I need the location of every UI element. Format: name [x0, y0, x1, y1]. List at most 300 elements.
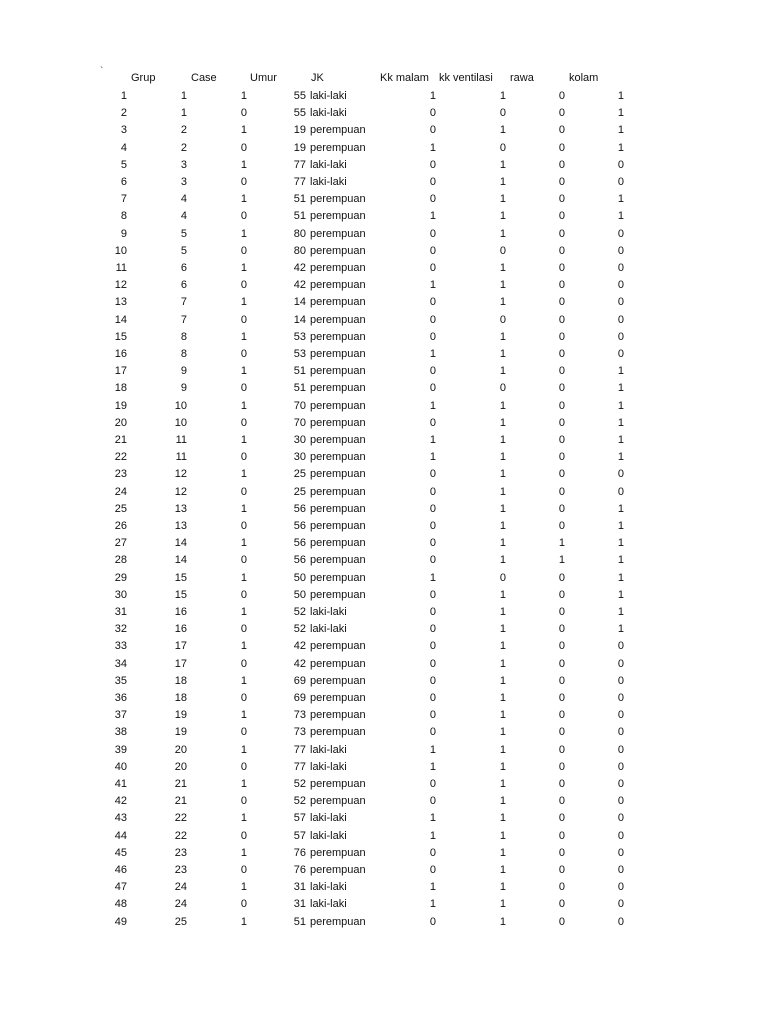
cell-no: 29: [114, 571, 127, 584]
cell-rawa: 0: [558, 382, 565, 395]
cell-kk-malam: 0: [429, 554, 436, 567]
cell-rawa: 0: [558, 296, 565, 309]
cell-rawa: 0: [558, 348, 565, 360]
cell-rawa: 0: [558, 124, 565, 137]
cell-jk: laki-laki: [310, 606, 347, 618]
table-header: [0, 70, 768, 87]
table-row: [0, 449, 768, 466]
cell-jk: laki-laki: [310, 107, 347, 120]
cell-jk: perempuan: [310, 554, 366, 567]
cell-umur: 19: [293, 124, 306, 137]
cell-case: 1: [240, 881, 247, 894]
cell-kk-malam: 1: [429, 743, 436, 756]
cell-jk: perempuan: [310, 434, 366, 446]
cell-kolam: 1: [617, 141, 624, 154]
cell-case: 0: [240, 107, 247, 120]
cell-kk-malam: 0: [429, 330, 436, 343]
cell-grup: 5: [180, 227, 187, 240]
cell-umur: 42: [293, 640, 306, 653]
cell-umur: 25: [293, 485, 306, 498]
cell-umur: 42: [293, 279, 306, 292]
cell-umur: 69: [293, 674, 306, 687]
cell-no: 23: [114, 468, 127, 481]
cell-no: 5: [120, 158, 127, 171]
table-row: [0, 776, 768, 793]
cell-no: 2: [120, 107, 127, 120]
cell-no: 44: [114, 829, 127, 842]
cell-kk-malam: 0: [429, 778, 436, 790]
table-row: [0, 157, 768, 174]
table-row: [0, 656, 768, 673]
cell-rawa: 0: [558, 399, 565, 412]
cell-case: 1: [240, 193, 247, 206]
cell-jk: perempuan: [310, 348, 366, 360]
table-row: [0, 88, 768, 105]
cell-no: 36: [114, 692, 127, 704]
cell-jk: perempuan: [310, 485, 366, 498]
cell-kk-malam: 0: [429, 193, 436, 206]
cell-rawa: 0: [558, 846, 565, 859]
cell-umur: 53: [293, 330, 306, 343]
cell-jk: perempuan: [310, 399, 366, 412]
cell-kolam: 0: [617, 330, 624, 343]
cell-grup: 15: [174, 571, 187, 584]
cell-kk-malam: 0: [429, 296, 436, 309]
cell-kk-malam: 0: [429, 657, 436, 670]
cell-kk-malam: 0: [429, 416, 436, 429]
cell-kk-ventilasi: 1: [499, 176, 506, 188]
cell-kk-ventilasi: 0: [499, 313, 506, 326]
cell-case: 1: [240, 640, 247, 653]
cell-kk-malam: 0: [429, 692, 436, 704]
cell-case: 0: [240, 141, 247, 154]
table-row: [0, 484, 768, 501]
cell-kk-ventilasi: 1: [499, 193, 506, 206]
cell-grup: 9: [180, 382, 187, 395]
cell-no: 32: [114, 623, 127, 636]
cell-rawa: 0: [558, 760, 565, 773]
cell-jk: perempuan: [310, 124, 366, 137]
cell-kolam: 1: [617, 520, 624, 532]
cell-jk: perempuan: [310, 778, 366, 790]
cell-rawa: 0: [558, 709, 565, 722]
cell-no: 8: [120, 210, 127, 223]
cell-umur: 55: [293, 107, 306, 120]
cell-rawa: 0: [558, 227, 565, 240]
cell-grup: 10: [174, 399, 187, 412]
cell-kk-ventilasi: 1: [499, 898, 506, 911]
header-kolam: kolam: [569, 72, 599, 84]
cell-case: 1: [240, 537, 247, 550]
cell-kk-malam: 0: [429, 606, 436, 618]
cell-umur: 52: [293, 606, 306, 618]
cell-no: 3: [120, 124, 127, 137]
cell-rawa: 0: [558, 365, 565, 378]
cell-no: 4: [120, 141, 127, 154]
table-row: [0, 363, 768, 380]
cell-kk-ventilasi: 1: [499, 416, 506, 429]
cell-no: 42: [114, 795, 127, 808]
cell-umur: 31: [293, 881, 306, 894]
cell-umur: 42: [293, 657, 306, 670]
cell-grup: 14: [174, 537, 187, 550]
cell-kk-malam: 0: [429, 176, 436, 188]
cell-grup: 16: [174, 606, 187, 618]
cell-grup: 9: [180, 365, 187, 378]
table-row: [0, 380, 768, 397]
cell-grup: 7: [180, 313, 187, 326]
cell-grup: 17: [174, 640, 187, 653]
cell-kolam: 1: [617, 554, 624, 567]
cell-jk: perempuan: [310, 279, 366, 292]
cell-kk-ventilasi: 1: [499, 915, 506, 928]
cell-kolam: 1: [617, 416, 624, 429]
cell-kk-malam: 0: [429, 795, 436, 808]
cell-no: 22: [114, 451, 127, 464]
cell-grup: 18: [174, 674, 187, 687]
cell-case: 0: [240, 692, 247, 704]
cell-kk-malam: 1: [429, 399, 436, 412]
cell-umur: 70: [293, 399, 306, 412]
cell-umur: 57: [293, 829, 306, 842]
cell-jk: perempuan: [310, 657, 366, 670]
table-row: [0, 432, 768, 449]
cell-no: 17: [114, 365, 127, 378]
cell-kk-ventilasi: 1: [499, 606, 506, 618]
cell-jk: perempuan: [310, 210, 366, 223]
cell-umur: 51: [293, 365, 306, 378]
cell-jk: perempuan: [310, 588, 366, 601]
cell-rawa: 0: [558, 778, 565, 790]
cell-rawa: 0: [558, 107, 565, 120]
cell-kk-ventilasi: 1: [499, 760, 506, 773]
cell-kk-malam: 0: [429, 262, 436, 274]
cell-jk: laki-laki: [310, 881, 347, 894]
header-rawa: rawa: [510, 72, 534, 84]
cell-kk-malam: 0: [429, 537, 436, 550]
cell-kk-malam: 0: [429, 915, 436, 928]
table-row: [0, 896, 768, 913]
cell-kk-malam: 0: [429, 623, 436, 636]
cell-rawa: 0: [558, 520, 565, 532]
cell-no: 43: [114, 812, 127, 825]
cell-grup: 3: [180, 176, 187, 188]
cell-kk-ventilasi: 1: [499, 90, 506, 102]
cell-jk: laki-laki: [310, 812, 347, 825]
cell-kk-ventilasi: 1: [499, 674, 506, 687]
table-row: [0, 759, 768, 776]
cell-kolam: 1: [617, 623, 624, 636]
cell-jk: perempuan: [310, 468, 366, 481]
cell-grup: 23: [174, 864, 187, 876]
cell-kk-malam: 0: [429, 158, 436, 171]
cell-kk-malam: 0: [429, 313, 436, 326]
cell-rawa: 0: [558, 588, 565, 601]
cell-no: 41: [114, 778, 127, 790]
cell-kk-ventilasi: 0: [499, 107, 506, 120]
table-row: [0, 398, 768, 415]
stray-mark: `: [100, 66, 104, 77]
table-row: [0, 140, 768, 157]
cell-rawa: 0: [558, 313, 565, 326]
cell-no: 35: [114, 674, 127, 687]
cell-rawa: 0: [558, 829, 565, 842]
cell-kolam: 0: [617, 158, 624, 171]
cell-kk-ventilasi: 1: [499, 124, 506, 137]
cell-kk-malam: 1: [429, 760, 436, 773]
cell-case: 0: [240, 485, 247, 498]
cell-kk-malam: 0: [429, 640, 436, 653]
cell-rawa: 0: [558, 468, 565, 481]
cell-kk-ventilasi: 1: [499, 330, 506, 343]
cell-umur: 42: [293, 262, 306, 274]
cell-case: 0: [240, 210, 247, 223]
cell-no: 6: [120, 176, 127, 188]
cell-grup: 13: [174, 520, 187, 532]
cell-grup: 6: [180, 262, 187, 274]
cell-grup: 22: [174, 829, 187, 842]
cell-no: 31: [114, 606, 127, 618]
cell-rawa: 0: [558, 692, 565, 704]
cell-grup: 11: [175, 451, 187, 464]
cell-grup: 20: [174, 760, 187, 773]
cell-umur: 56: [293, 502, 306, 515]
cell-jk: perempuan: [310, 416, 366, 429]
cell-rawa: 0: [558, 674, 565, 687]
cell-kk-ventilasi: 1: [499, 279, 506, 292]
header-kk-malam: Kk malam: [380, 72, 429, 84]
cell-jk: perempuan: [310, 846, 366, 859]
cell-rawa: 0: [558, 451, 565, 464]
cell-umur: 30: [293, 434, 306, 446]
table-row: [0, 638, 768, 655]
cell-kk-malam: 1: [429, 812, 436, 825]
cell-no: 19: [114, 399, 127, 412]
cell-case: 0: [240, 554, 247, 567]
cell-kolam: 0: [617, 244, 624, 257]
cell-rawa: 0: [558, 571, 565, 584]
cell-umur: 73: [293, 709, 306, 722]
table-row: [0, 621, 768, 638]
cell-rawa: 0: [558, 262, 565, 274]
cell-kolam: 1: [617, 210, 624, 223]
cell-case: 1: [240, 330, 247, 343]
cell-case: 0: [240, 451, 247, 464]
cell-jk: perempuan: [310, 864, 366, 876]
cell-umur: 57: [293, 812, 306, 825]
cell-jk: perempuan: [310, 674, 366, 687]
cell-grup: 11: [175, 434, 187, 446]
table-row: [0, 862, 768, 879]
cell-no: 18: [114, 382, 127, 395]
cell-rawa: 1: [558, 537, 565, 550]
table-row: [0, 174, 768, 191]
cell-case: 0: [240, 829, 247, 842]
cell-grup: 15: [174, 588, 187, 601]
cell-kolam: 0: [617, 692, 624, 704]
cell-case: 0: [240, 864, 247, 876]
cell-kk-malam: 1: [429, 881, 436, 894]
table-row: [0, 570, 768, 587]
cell-grup: 7: [180, 296, 187, 309]
cell-grup: 4: [180, 193, 187, 206]
cell-umur: 52: [293, 778, 306, 790]
cell-kk-ventilasi: 1: [499, 296, 506, 309]
table-row: [0, 518, 768, 535]
cell-no: 28: [114, 554, 127, 567]
cell-kk-ventilasi: 1: [499, 227, 506, 240]
cell-grup: 4: [180, 210, 187, 223]
cell-kolam: 0: [617, 176, 624, 188]
cell-kolam: 0: [617, 674, 624, 687]
cell-jk: laki-laki: [310, 90, 347, 102]
table-row: [0, 604, 768, 621]
cell-jk: perempuan: [310, 262, 366, 274]
cell-kk-ventilasi: 1: [499, 743, 506, 756]
cell-kk-ventilasi: 1: [499, 485, 506, 498]
cell-umur: 50: [293, 571, 306, 584]
cell-kolam: 1: [617, 588, 624, 601]
cell-case: 0: [240, 279, 247, 292]
cell-grup: 19: [174, 709, 187, 722]
cell-case: 1: [240, 778, 247, 790]
cell-kk-ventilasi: 1: [499, 692, 506, 704]
cell-no: 7: [120, 193, 127, 206]
cell-kk-malam: 0: [429, 107, 436, 120]
cell-case: 1: [240, 158, 247, 171]
cell-kk-malam: 0: [429, 709, 436, 722]
cell-jk: perempuan: [310, 227, 366, 240]
cell-case: 1: [240, 365, 247, 378]
cell-kk-ventilasi: 1: [499, 864, 506, 876]
cell-case: 1: [240, 227, 247, 240]
cell-case: 0: [240, 382, 247, 395]
cell-jk: perempuan: [310, 502, 366, 515]
cell-kk-ventilasi: 1: [499, 657, 506, 670]
cell-no: 40: [114, 760, 127, 773]
cell-kk-malam: 1: [429, 829, 436, 842]
header-jk: JK: [311, 72, 324, 84]
cell-jk: perempuan: [310, 520, 366, 532]
cell-jk: perempuan: [310, 193, 366, 206]
cell-umur: 51: [293, 193, 306, 206]
table-row: [0, 501, 768, 518]
cell-kolam: 1: [617, 537, 624, 550]
cell-case: 1: [240, 915, 247, 928]
cell-grup: 25: [174, 915, 187, 928]
cell-jk: laki-laki: [310, 623, 347, 636]
cell-rawa: 0: [558, 158, 565, 171]
cell-kk-malam: 0: [429, 365, 436, 378]
cell-kk-malam: 0: [429, 726, 436, 739]
cell-jk: perempuan: [310, 313, 366, 326]
cell-jk: perempuan: [310, 451, 366, 464]
cell-umur: 70: [293, 416, 306, 429]
cell-grup: 13: [174, 502, 187, 515]
header-umur: Umur: [250, 72, 277, 84]
cell-no: 24: [114, 485, 127, 498]
cell-grup: 1: [180, 90, 187, 102]
cell-kk-malam: 1: [429, 90, 436, 102]
cell-kk-malam: 1: [429, 210, 436, 223]
cell-case: 0: [240, 623, 247, 636]
header-grup: Grup: [131, 72, 156, 84]
cell-no: 14: [114, 313, 127, 326]
cell-kk-malam: 0: [429, 227, 436, 240]
cell-jk: perempuan: [310, 330, 366, 343]
table-row: [0, 226, 768, 243]
cell-kolam: 0: [617, 881, 624, 894]
cell-kolam: 0: [617, 640, 624, 653]
cell-kk-ventilasi: 1: [499, 588, 506, 601]
cell-kolam: 0: [617, 296, 624, 309]
cell-kolam: 1: [617, 382, 624, 395]
cell-jk: perempuan: [310, 709, 366, 722]
cell-kolam: 0: [617, 468, 624, 481]
table-row: [0, 552, 768, 569]
cell-jk: laki-laki: [310, 158, 347, 171]
cell-no: 47: [114, 881, 127, 894]
cell-kk-malam: 0: [429, 485, 436, 498]
cell-kk-ventilasi: 1: [499, 537, 506, 550]
cell-jk: perempuan: [310, 537, 366, 550]
cell-no: 48: [114, 898, 127, 911]
cell-kk-ventilasi: 1: [499, 158, 506, 171]
cell-case: 1: [240, 571, 247, 584]
cell-grup: 21: [174, 795, 187, 808]
cell-no: 21: [114, 434, 127, 446]
cell-case: 0: [240, 176, 247, 188]
cell-kolam: 1: [617, 124, 624, 137]
cell-kk-malam: 1: [429, 451, 436, 464]
cell-grup: 12: [174, 485, 187, 498]
table-row: [0, 793, 768, 810]
cell-kolam: 0: [617, 898, 624, 911]
cell-kolam: 0: [617, 485, 624, 498]
cell-kolam: 1: [617, 90, 624, 102]
cell-grup: 1: [180, 107, 187, 120]
table-row: [0, 690, 768, 707]
cell-kolam: 1: [617, 365, 624, 378]
cell-kk-malam: 0: [429, 382, 436, 395]
cell-kk-ventilasi: 1: [499, 726, 506, 739]
cell-kolam: 0: [617, 778, 624, 790]
cell-no: 11: [115, 262, 127, 274]
cell-kolam: 1: [617, 502, 624, 515]
cell-case: 0: [240, 760, 247, 773]
cell-kk-ventilasi: 0: [499, 382, 506, 395]
cell-kolam: 0: [617, 313, 624, 326]
cell-kk-ventilasi: 1: [499, 640, 506, 653]
cell-rawa: 0: [558, 743, 565, 756]
cell-rawa: 0: [558, 657, 565, 670]
cell-umur: 80: [293, 227, 306, 240]
table-row: [0, 105, 768, 122]
cell-no: 27: [114, 537, 127, 550]
cell-rawa: 0: [558, 606, 565, 618]
cell-kk-ventilasi: 0: [499, 141, 506, 154]
cell-kk-ventilasi: 1: [499, 812, 506, 825]
table-row: [0, 415, 768, 432]
cell-kk-ventilasi: 1: [499, 520, 506, 532]
cell-no: 25: [114, 502, 127, 515]
cell-rawa: 0: [558, 193, 565, 206]
cell-kk-malam: 1: [429, 898, 436, 911]
cell-jk: perempuan: [310, 244, 366, 257]
cell-no: 26: [114, 520, 127, 532]
cell-umur: 19: [293, 141, 306, 154]
table-row: [0, 535, 768, 552]
